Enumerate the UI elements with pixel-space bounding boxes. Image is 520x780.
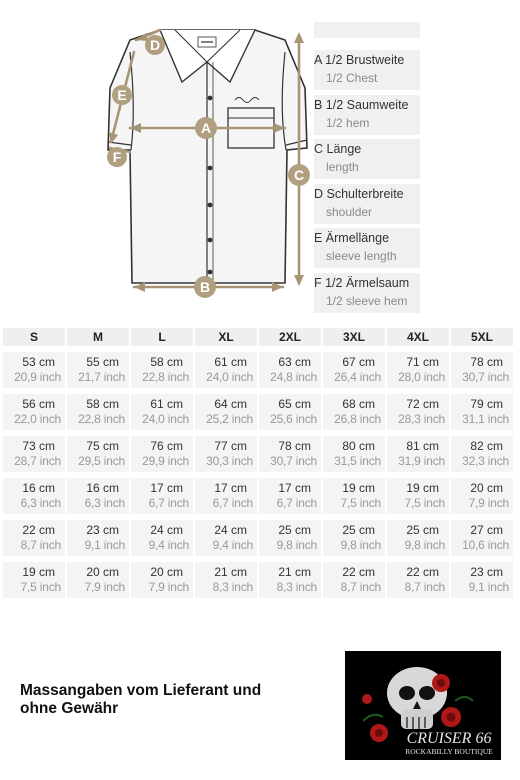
inch-value: 9,4 inch [212, 538, 253, 552]
cm-value: 71 cm [406, 355, 439, 369]
inch-value: 7,5 inch [404, 496, 445, 510]
inch-value: 24,0 inch [206, 370, 253, 384]
table-row [2, 394, 514, 430]
size-header-cell: 3XL [323, 328, 385, 346]
cm-value: 65 cm [278, 397, 311, 411]
size-header-cell: 4XL [387, 328, 449, 346]
svg-text:F: F [112, 149, 122, 165]
inch-value: 7,9 inch [84, 580, 125, 594]
table-cell [451, 478, 513, 514]
size-header-cell: XL [195, 328, 257, 346]
cm-value: 20 cm [150, 565, 183, 579]
table-cell [3, 394, 65, 430]
cm-value: 61 cm [214, 355, 247, 369]
inch-value: 22,0 inch [14, 412, 61, 426]
cm-value: 72 cm [406, 397, 439, 411]
cm-value: 81 cm [406, 439, 439, 453]
legend-label-en: 1/2 hem [326, 115, 370, 130]
table-row [2, 520, 514, 556]
cm-value: 27 cm [470, 523, 503, 537]
table-cell [67, 562, 129, 598]
inch-value: 8,7 inch [20, 538, 61, 552]
cm-value: 19 cm [342, 481, 375, 495]
table-cell [131, 478, 193, 514]
table-cell [387, 352, 449, 388]
table-cell [259, 562, 321, 598]
legend-label-de: D Schulterbreite [314, 186, 404, 201]
cm-value: 58 cm [150, 355, 183, 369]
svg-text:C: C [293, 167, 305, 183]
inch-value: 26,4 inch [334, 370, 381, 384]
cm-value: 22 cm [342, 565, 375, 579]
cm-value: 75 cm [86, 439, 119, 453]
supplier-disclaimer [20, 682, 261, 718]
cm-value: 23 cm [470, 565, 503, 579]
inch-value: 9,1 inch [84, 538, 125, 552]
cm-value: 17 cm [214, 481, 247, 495]
inch-value: 29,9 inch [142, 454, 189, 468]
size-header-cell: 2XL [259, 328, 321, 346]
inch-value: 31,1 inch [462, 412, 509, 426]
inch-value: 29,5 inch [78, 454, 125, 468]
legend-item-d [310, 184, 420, 224]
inch-value: 20,9 inch [14, 370, 61, 384]
inch-value: 31,9 inch [398, 454, 445, 468]
inch-value: 30,3 inch [206, 454, 253, 468]
cm-value: 25 cm [342, 523, 375, 537]
legend-label-en: sleeve length [326, 249, 397, 263]
inch-value: 6,7 inch [148, 496, 189, 510]
skull-with-roses-icon [345, 651, 501, 760]
inch-value: 31,5 inch [334, 454, 381, 468]
legend-label-en: length [326, 160, 359, 174]
inch-value: 8,7 inch [340, 580, 381, 594]
inch-value: 28,7 inch [14, 454, 61, 468]
table-cell [387, 394, 449, 430]
table-cell [323, 352, 385, 388]
table-cell [451, 436, 513, 472]
table-cell [131, 562, 193, 598]
table-cell [259, 436, 321, 472]
cm-value: 24 cm [150, 523, 183, 537]
cm-value: 16 cm [22, 481, 55, 495]
cm-value: 80 cm [342, 439, 375, 453]
table-cell [195, 394, 257, 430]
legend-item-e [310, 228, 420, 268]
cm-value: 67 cm [342, 355, 375, 369]
cm-value: 63 cm [278, 355, 311, 369]
disclaimer-line: Massangaben vom Lieferant und [20, 682, 262, 699]
inch-value: 9,4 inch [148, 538, 189, 552]
svg-text:B: B [199, 279, 211, 295]
table-cell [67, 436, 129, 472]
cm-value: 73 cm [22, 439, 55, 453]
size-header-cell: M [67, 328, 129, 346]
table-cell [259, 520, 321, 556]
table-cell [131, 436, 193, 472]
table-cell [195, 562, 257, 598]
cm-value: 16 cm [86, 481, 119, 495]
inch-value: 6,3 inch [20, 496, 61, 510]
legend-item-c [310, 139, 420, 179]
legend-label-de: A 1/2 Brustweite [314, 53, 405, 67]
table-cell [387, 478, 449, 514]
cm-value: 22 cm [22, 523, 55, 537]
cm-value: 25 cm [406, 523, 439, 537]
inch-value: 26,8 inch [334, 412, 381, 426]
legend-label-de: F 1/2 Ärmelsaum [314, 275, 410, 290]
inch-value: 9,8 inch [404, 538, 445, 552]
inch-value: 28,3 inch [398, 412, 445, 426]
cm-value: 17 cm [150, 481, 183, 495]
table-cell [259, 394, 321, 430]
table-cell [3, 562, 65, 598]
inch-value: 7,5 inch [20, 580, 61, 594]
inch-value: 8,3 inch [276, 580, 317, 594]
cm-value: 19 cm [406, 481, 439, 495]
table-cell [67, 520, 129, 556]
cm-value: 79 cm [470, 397, 503, 411]
legend-item-a [310, 50, 420, 90]
inch-value: 6,3 inch [84, 496, 125, 510]
inch-value: 22,8 inch [142, 370, 189, 384]
table-cell [195, 352, 257, 388]
inch-value: 8,7 inch [404, 580, 445, 594]
inch-value: 8,3 inch [212, 580, 253, 594]
inch-value: 6,7 inch [276, 496, 317, 510]
cm-value: 61 cm [150, 397, 183, 411]
inch-value: 10,6 inch [462, 538, 509, 552]
table-cell [323, 478, 385, 514]
inch-value: 7,5 inch [340, 496, 381, 510]
table-cell [67, 478, 129, 514]
table-cell [451, 394, 513, 430]
size-header-cell: 5XL [451, 328, 513, 346]
inch-value: 22,8 inch [78, 412, 125, 426]
legend-label-de: B 1/2 Saumweite [314, 97, 409, 112]
disclaimer-line: ohne Gewähr [20, 700, 119, 717]
cm-value: 17 cm [278, 481, 311, 495]
size-table [2, 328, 514, 598]
inch-value: 6,7 inch [212, 496, 253, 510]
table-cell [387, 562, 449, 598]
cm-value: 25 cm [278, 523, 311, 537]
cm-value: 20 cm [86, 565, 119, 579]
legend-label-en: 1/2 sleeve hem [326, 293, 408, 308]
inch-value: 9,8 inch [340, 538, 381, 552]
table-cell [451, 562, 513, 598]
table-cell [387, 436, 449, 472]
inch-value: 7,9 inch [468, 496, 509, 510]
table-cell [67, 352, 129, 388]
size-header-row [2, 328, 514, 346]
svg-text:ROCKABILLY BOUTIQUE: ROCKABILLY BOUTIQUE [405, 747, 493, 756]
table-cell [131, 394, 193, 430]
cm-value: 53 cm [22, 355, 55, 369]
cm-value: 76 cm [150, 439, 183, 453]
table-row [2, 562, 514, 598]
table-cell [451, 352, 513, 388]
legend-item-b [310, 95, 420, 135]
table-cell [3, 520, 65, 556]
svg-text:D: D [149, 37, 161, 53]
table-cell [323, 520, 385, 556]
table-cell [131, 352, 193, 388]
cm-value: 55 cm [86, 355, 119, 369]
table-cell [67, 394, 129, 430]
cruiser-66-logo [345, 651, 501, 760]
cm-value: 56 cm [22, 397, 55, 411]
legend-label-en: shoulder [326, 204, 373, 219]
table-row [2, 436, 514, 472]
cm-value: 24 cm [214, 523, 247, 537]
shirt-measurement-diagram [0, 0, 310, 310]
inch-value: 25,2 inch [206, 412, 253, 426]
inch-value: 32,3 inch [462, 454, 509, 468]
table-cell [3, 352, 65, 388]
svg-text:CRUISER 66: CRUISER 66 [406, 730, 492, 747]
table-cell [131, 520, 193, 556]
cm-value: 21 cm [278, 565, 311, 579]
table-row [2, 478, 514, 514]
cm-value: 19 cm [22, 565, 55, 579]
cm-value: 78 cm [470, 355, 503, 369]
table-cell [195, 478, 257, 514]
cm-value: 23 cm [86, 523, 119, 537]
table-cell [323, 562, 385, 598]
cm-value: 77 cm [214, 439, 247, 453]
svg-text:E: E [117, 87, 127, 103]
table-cell [3, 478, 65, 514]
inch-value: 30,7 inch [270, 454, 317, 468]
legend-label-de: E Ärmellänge [314, 231, 390, 245]
legend-label-de: C Länge [314, 142, 362, 156]
cm-value: 78 cm [278, 439, 311, 453]
cm-value: 58 cm [86, 397, 119, 411]
inch-value: 25,6 inch [270, 412, 317, 426]
table-row [2, 352, 514, 388]
cm-value: 82 cm [470, 439, 503, 453]
table-cell [387, 520, 449, 556]
cm-value: 68 cm [342, 397, 375, 411]
svg-text:A: A [200, 120, 212, 136]
cm-value: 22 cm [406, 565, 439, 579]
table-cell [259, 352, 321, 388]
table-cell [323, 436, 385, 472]
cm-value: 64 cm [214, 397, 247, 411]
inch-value: 9,8 inch [276, 538, 317, 552]
inch-value: 24,8 inch [270, 370, 317, 384]
inch-value: 24,0 inch [142, 412, 189, 426]
inch-value: 28,0 inch [398, 370, 445, 384]
table-cell [451, 520, 513, 556]
cm-value: 20 cm [470, 481, 503, 495]
table-cell [259, 478, 321, 514]
size-header-cell: L [131, 328, 193, 346]
size-header-cell: S [3, 328, 65, 346]
inch-value: 30,7 inch [462, 370, 509, 384]
legend-item-f [310, 273, 420, 313]
inch-value: 21,7 inch [78, 370, 125, 384]
table-cell [195, 436, 257, 472]
legend-label-en: 1/2 Chest [326, 71, 378, 85]
cm-value: 21 cm [214, 565, 247, 579]
inch-value: 9,1 inch [468, 580, 509, 594]
legend-header-bar [314, 22, 420, 38]
table-cell [323, 394, 385, 430]
table-cell [3, 436, 65, 472]
table-cell [195, 520, 257, 556]
inch-value: 7,9 inch [148, 580, 189, 594]
